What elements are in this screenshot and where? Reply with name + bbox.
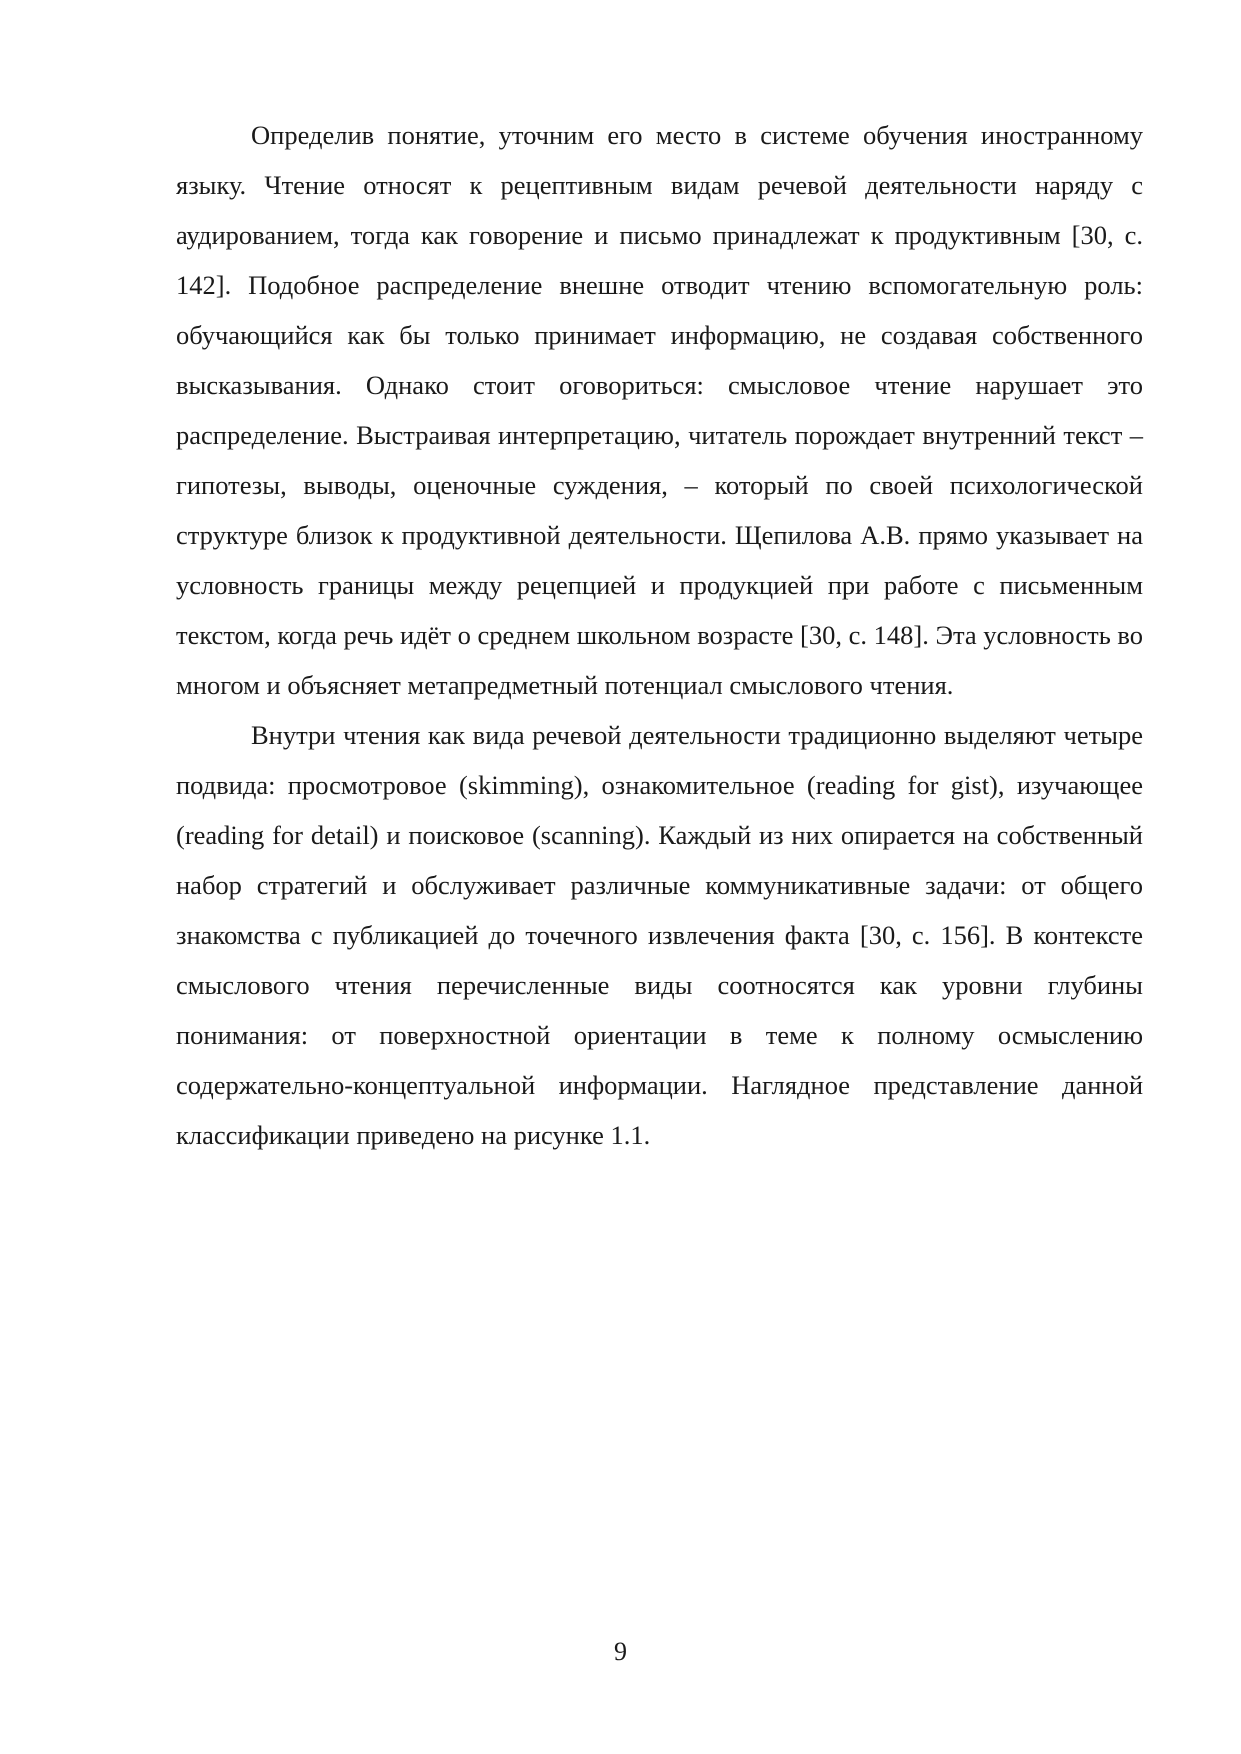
- paragraph-1: Определив понятие, уточним его место в системе обучения иностранному языку. Чтение относят к рецептивным видам речевой деятельности наряду с аудированием, тогда как говорение и письмо принадлежат к продуктивным [30, с. 142]. Подобное распределение внешне отводит чтению вспомогательную роль: обучающийся как бы только принимает информацию, не создавая собственного высказывания. Однако стоит оговориться: смысловое чтение нарушает это распределение. Выстраивая интерпретацию, читатель порождает внутренний текст – гипотезы, выводы, оценочные суждения, – который по своей психологической структуре близок к продуктивной деятельности. Щепилова А.В. прямо указывает на условность границы между рецепцией и продукцией при работе с письменным текстом, когда речь идёт о среднем школьном возрасте [30, с. 148]. Эта условность во многом и объясняет метапредметный потенциал смыслового чтения.: [176, 120, 1143, 700]
- paragraph-2: Внутри чтения как вида речевой деятельности традиционно выделяют четыре подвида: просмотровое (skimming), ознакомительное (reading for gist), изучающее (reading for detail) и поисковое (scanning). Каждый из них опирается на собственный набор стратегий и обслуживает различные коммуникативные задачи: от общего знакомства с публикацией до точечного извлечения факта [30, с. 156]. В контексте смыслового чтения перечисленные виды соотносятся как уровни глубины понимания: от поверхностной ориентации в теме к полному осмыслению содержательно-концептуальной информации. Наглядное представление данной классификации приведено на рисунке 1.1.: [176, 720, 1143, 1150]
- body-text: [176, 110, 1143, 1160]
- page-number: 9: [614, 1637, 627, 1666]
